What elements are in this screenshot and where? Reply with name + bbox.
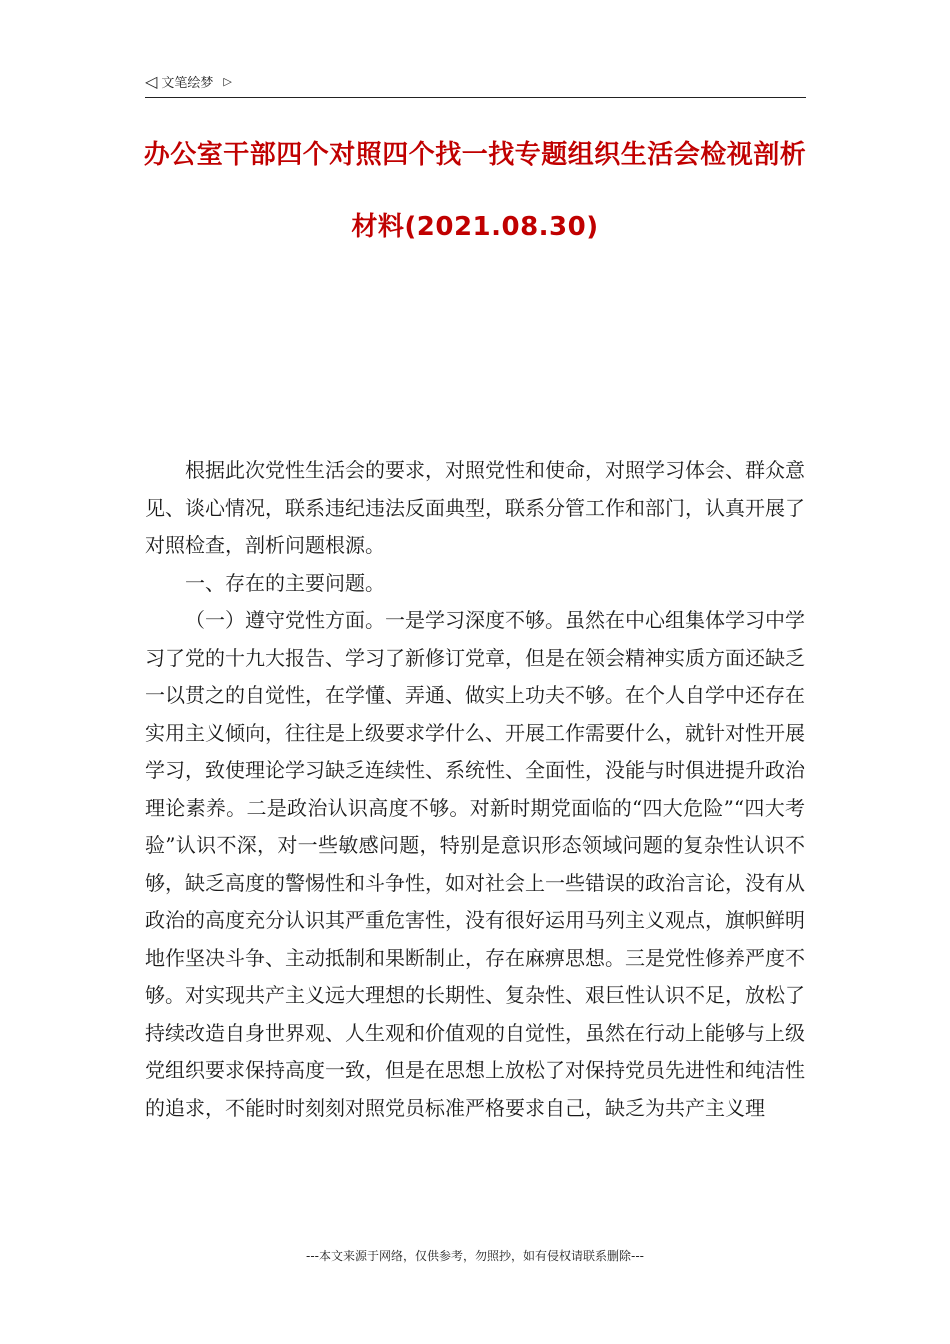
header-divider (145, 97, 806, 98)
triangle-left-icon: ◁ (145, 71, 158, 91)
triangle-right-icon: ▷ (223, 75, 232, 88)
header-brand: 文笔绘梦 (161, 76, 214, 91)
paragraph-party-spirit: （一）遵守党性方面。一是学习深度不够。虽然在中心组集体学习中学习了党的十九大报告、学习了新修订党章，但是在领会精神实质方面还缺乏一以贯之的自觉性，在学懂、弄通、做实上功夫不够。在个人自学中还存在实用主义倾向，往往是上级要求学什么、开展工作需要什么，就针对性开展学习，致使理论学习缺乏连续性、系统性、全面性，没能与时俱进提升政治理论素养。二是政治认识高度不够。对新时期党面临的“四大危险”“四大考验”认识不深，对一些敏感问题，特别是意识形态领域问题的复杂性认识不够，缺乏高度的警惕性和斗争性，如对社会上一些错误的政治言论，没有从政治的高度充分认识其严重危害性，没有很好运用马列主义观点，旗帜鲜明地作坚决斗争、主动抵制和果断制止，存在麻痹思想。三是党性修养严度不够。对实现共产主义远大理想的长期性、复杂性、艰巨性认识不足，放松了持续改造自身世界观、人生观和价值观的自觉性，虽然在行动上能够与上级党组织要求保持高度一致，但是在思想上放松了对保持党员先进性和纯洁性的追求，不能时时刻刻对照党员标准严格要求自己，缺乏为共产主义理 (145, 608, 805, 1120)
document-body (145, 452, 805, 1127)
document-title-line-2: 材料(2021.08.30) (351, 212, 599, 242)
document-title-line-1: 办公室干部四个对照四个找一找专题组织生活会检视剖析 (143, 140, 807, 170)
page-footer-disclaimer: ---本文来源于网络，仅供参考，勿照抄，如有侵权请联系删除--- (306, 1249, 644, 1263)
page-header (145, 72, 232, 91)
paragraph-intro: 根据此次党性生活会的要求，对照党性和使命，对照学习体会、群众意见、谈心情况，联系违纪违法反面典型，联系分管工作和部门，认真开展了对照检查，剖析问题根源。 (145, 458, 805, 557)
paragraph-section-heading: 一、存在的主要问题。 (185, 570, 385, 595)
